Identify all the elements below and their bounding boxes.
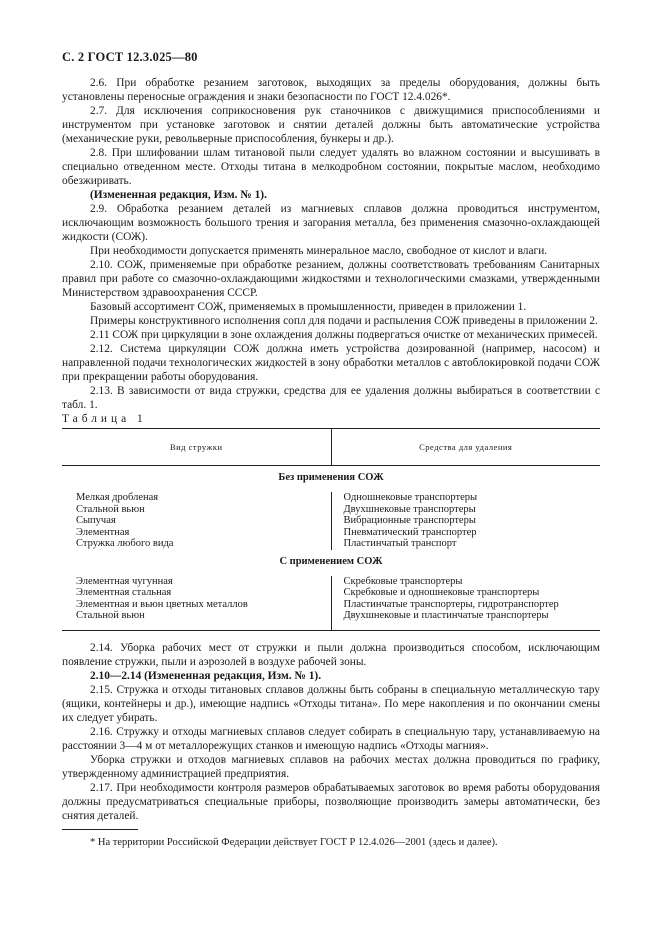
chip-type-item: Элементная	[76, 526, 130, 538]
table-caption: Таблица 1	[62, 413, 147, 425]
chip-type-item: Стальной вьюн	[76, 610, 145, 621]
chip-type-item: Сыпучая	[76, 515, 116, 526]
document-body	[62, 76, 600, 850]
chip-type-cell	[62, 492, 331, 550]
chip-type-item: Мелкая дробленая	[76, 492, 159, 503]
paragraph: 2.16. Стружку и отходы магниевых сплавов следует собирать в специальную тару, устанавливаемую на расстоянии 3—4 м от металлорежущих станков и имеющую надпись «Отходы магния».	[62, 725, 600, 752]
chip-removal-table	[62, 428, 600, 631]
paragraphs-after-table	[62, 641, 600, 823]
page-header: С. 2 ГОСТ 12.3.025—80	[62, 50, 198, 64]
chip-type-item: Элементная стальная	[76, 587, 172, 598]
chip-type-item: Элементная чугунная	[76, 575, 173, 587]
paragraph: 2.7. Для исключения соприкосновения рук станочников с движущимися приспособлениями и инструментом при установке заготовок и снятии деталей должны быть автоматические устройства (механические руки, револьверные приспособления, бункеры и др.).	[62, 105, 600, 145]
paragraph: Базовый ассортимент СОЖ, применяемых в промышленности, приведен в приложении 1.	[90, 301, 527, 313]
removal-means-item: Двухшнековые транспортеры	[343, 503, 476, 515]
paragraph: 2.10. СОЖ, применяемые при обработке резанием, должны соответствовать требованиям Санитарных правил при работе со смазочно-охлаждающими жидкостями и технологическими смазками, утвержденными Министерством здравоохранения СССР.	[62, 259, 600, 299]
paragraph: 2.9. Обработка резанием деталей из магниевых сплавов должна проводиться инструментом, исключающим возможность большого трения и загорания металла, без применения смазочно-охлаждающей жидкости (СОЖ).	[62, 203, 600, 243]
removal-means-cell	[331, 576, 600, 631]
removal-means-item: Одношнековые транспортеры	[343, 492, 478, 503]
paragraph: 2.17. При необходимости контроля размеров обрабатываемых заготовок во время работы оборудования должны предусматриваться специальные приборы, позволяющие производить замеры автоматически, без снятия деталей.	[62, 781, 600, 822]
footnote: * На территории Российской Федерации действует ГОСТ Р 12.4.026—2001 (здесь и далее).	[90, 836, 498, 848]
removal-means-item: Пневматический транспортер	[343, 526, 477, 538]
paragraph: Уборка стружки и отходов магниевых сплавов на рабочих местах должна проводиться по графику, утвержденному администрацией предприятия.	[62, 753, 600, 780]
table-header-removal-means: Средства для удаления	[331, 429, 600, 466]
paragraph: 2.12. Система циркуляции СОЖ должна иметь устройства дозированной (например, насосом) и направленной подачи технологических жидкостей в зону обработки металлов с автоблокировкой подачи СОЖ при прекращении работы оборудования.	[62, 343, 600, 383]
paragraph: 2.10—2.14 (Измененная редакция, Изм. № 1).	[90, 669, 322, 682]
paragraph: 2.11 СОЖ при циркуляции в зоне охлаждения должны подвергаться очистке от механических примесей.	[90, 329, 598, 341]
removal-means-item: Скребковые транспортеры	[343, 575, 463, 587]
paragraph: (Измененная редакция, Изм. № 1).	[90, 189, 267, 201]
removal-means-item: Вибрационные транспортеры	[343, 515, 476, 526]
paragraphs-before-table	[62, 76, 600, 412]
paragraph: При необходимости допускается применять минеральное масло, свободное от кислот и влаги.	[90, 245, 548, 257]
removal-means-item: Скребковые и одношнековые транспортеры	[343, 587, 540, 598]
paragraph: Примеры конструктивного исполнения сопл для подачи и распыления СОЖ приведены в приложении 2.	[90, 315, 598, 327]
removal-means-cell	[331, 492, 600, 550]
footnote-divider	[62, 829, 138, 830]
table-section-title: С применением СОЖ	[279, 555, 383, 567]
paragraph: 2.6. При обработке резанием заготовок, выходящих за пределы оборудования, должны быть установлены переносные ограждения и знаки безопасности по ГОСТ 12.4.026*.	[62, 77, 600, 103]
chip-type-item: Элементная и вьюн цветных металлов	[76, 598, 248, 610]
paragraph: 2.14. Уборка рабочих мест от стружки и пыли должна производиться способом, исключающим появление стружки, пыли и аэрозолей в воздухе рабочей зоны.	[62, 641, 600, 668]
removal-means-item: Пластинчатый транспорт	[343, 538, 457, 549]
paragraph: 2.8. При шлифовании шлам титановой пыли следует удалять во влажном состоянии и высушивать в специально отведенном месте. Отходы титана в мелкодробном состоянии, покрытые маслом, необходимо обезжиривать.	[62, 147, 600, 187]
paragraph: 2.15. Стружка и отходы титановых сплавов должны быть собраны в специальную металлическую тару (ящики, контейнеры и др.), имеющие надпись «Отходы титана». По мере накопления и по окончании смены их следует убирать.	[62, 683, 600, 724]
chip-type-item: Стальной вьюн	[76, 503, 145, 515]
paragraph: 2.13. В зависимости от вида стружки, средства для ее удаления должны выбираться в соответствии с табл. 1.	[62, 385, 600, 411]
table-header-chip-type: Вид стружки	[62, 429, 331, 466]
chip-type-item: Стружка любого вида	[76, 538, 174, 549]
chip-type-cell	[62, 576, 331, 631]
table-section-title: Без применения СОЖ	[278, 472, 384, 483]
removal-means-item: Двухшнековые и пластинчатые транспортеры	[343, 610, 549, 621]
removal-means-item: Пластинчатые транспортеры, гидротранспортер	[343, 598, 559, 610]
